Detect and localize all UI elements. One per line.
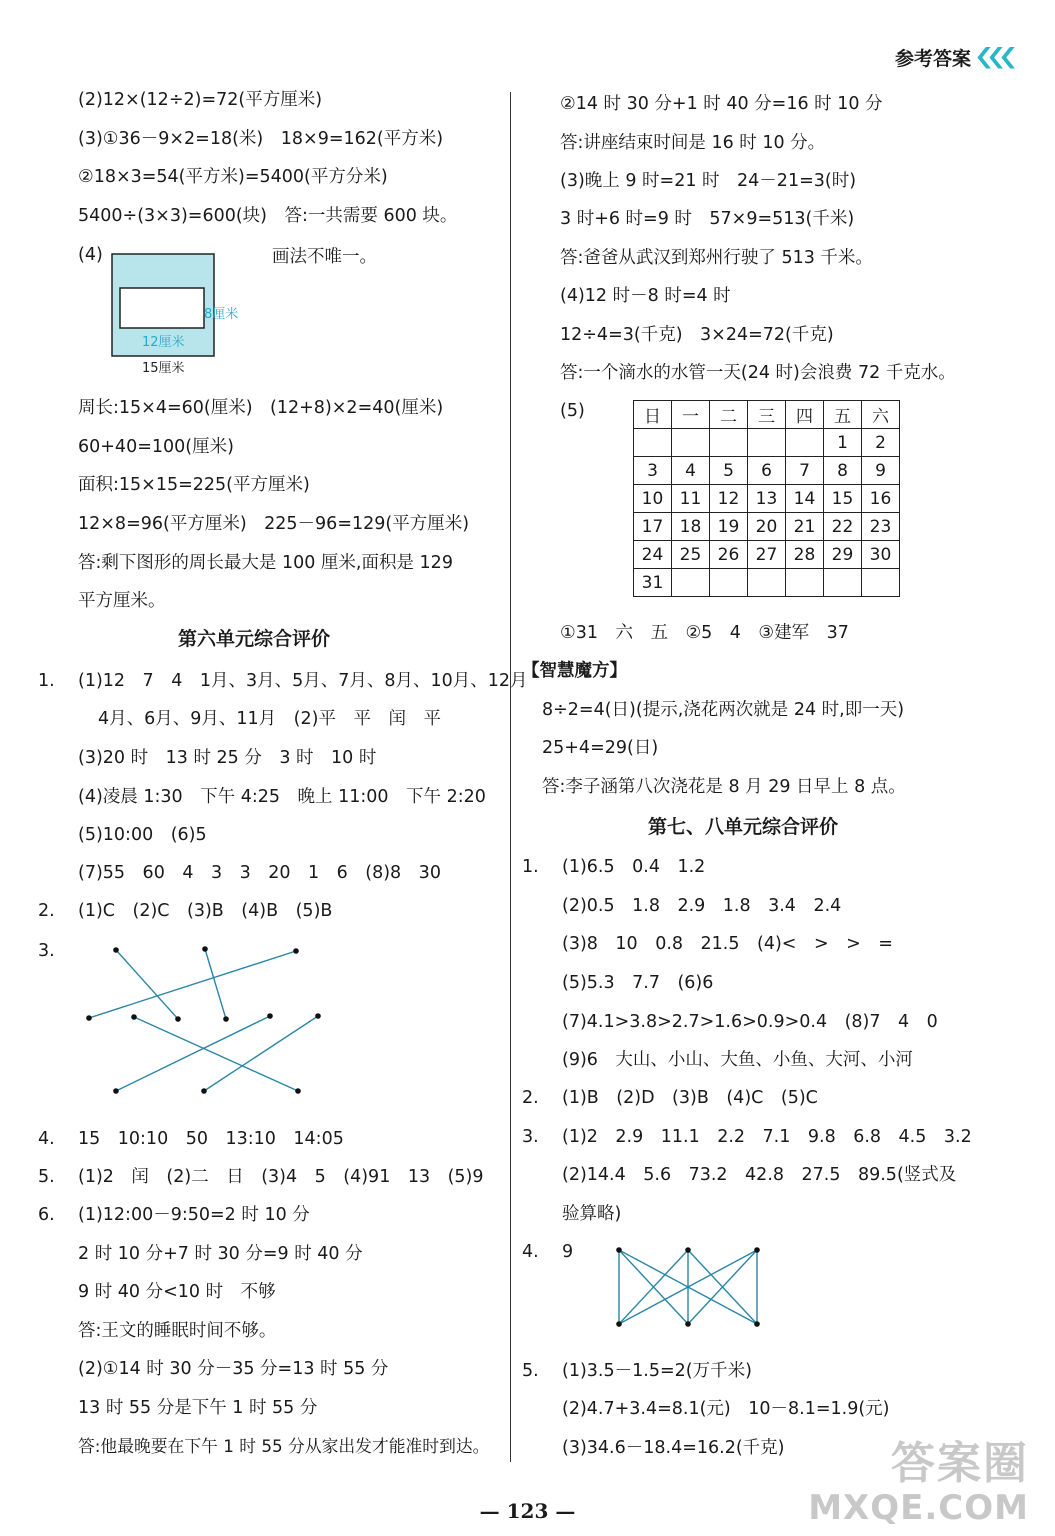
- text-line: (4): [78, 245, 103, 265]
- calendar-cell: [862, 569, 900, 597]
- section-subtitle: 【智慧魔方】: [522, 661, 627, 681]
- text-line: (2)14.4 5.6 73.2 42.8 27.5 89.5(竖式及: [562, 1165, 957, 1185]
- text-line: (9)6 大山、小山、大鱼、小鱼、大河、小河: [562, 1050, 913, 1070]
- dot: [754, 1247, 760, 1253]
- dot: [223, 1016, 229, 1022]
- dot: [754, 1321, 760, 1327]
- text-line: 9: [562, 1242, 574, 1262]
- question-number: 1.: [522, 857, 539, 877]
- calendar-row: [634, 569, 900, 597]
- text-line: 答:王文的睡眠时间不够。: [78, 1321, 277, 1341]
- text-line: 13 时 55 分是下午 1 时 55 分: [78, 1398, 318, 1418]
- text-line: 答:爸爸从武汉到郑州行驶了 513 千米。: [560, 248, 873, 268]
- text-line: (5)5.3 7.7 (6)6: [562, 973, 714, 993]
- question-number: 5.: [38, 1167, 55, 1187]
- chevron-left-icon: [979, 47, 1015, 69]
- connecting-lines-diagram: [612, 1244, 764, 1330]
- text-line: (2)①14 时 30 分－35 分=13 时 55 分: [78, 1359, 389, 1379]
- calendar-cell: 13: [748, 485, 786, 513]
- text-line: (1)B (2)D (3)B (4)C (5)C: [562, 1088, 818, 1108]
- text-line: 25+4=29(日): [542, 738, 659, 758]
- header-title: 参考答案: [894, 48, 971, 70]
- text-line: ②14 时 30 分+1 时 40 分=16 时 10 分: [560, 94, 883, 114]
- calendar-cell: 18: [672, 513, 710, 541]
- question-number: 3.: [38, 941, 55, 961]
- calendar-cell: 11: [672, 485, 710, 513]
- calendar-cell: 7: [786, 457, 824, 485]
- question-number: 2.: [38, 901, 55, 921]
- text-line: (3)20 时 13 时 25 分 3 时 10 时: [78, 748, 377, 768]
- text-line: 3 时+6 时=9 时 57×9=513(千米): [560, 209, 855, 229]
- text-line: 5400÷(3×3)=600(块) 答:一共需要 600 块。: [78, 206, 458, 226]
- text-line: (7)55 60 4 3 3 20 1 6 (8)8 30: [78, 863, 441, 883]
- square-figure: [108, 250, 258, 378]
- calendar-row: [634, 541, 900, 569]
- dot: [685, 1247, 691, 1253]
- calendar-cell: 6: [748, 457, 786, 485]
- calendar-row: [634, 513, 900, 541]
- text-line: 15 10:10 50 13:10 14:05: [78, 1129, 344, 1149]
- text-line: 答:一个滴水的水管一天(24 时)会浪费 72 千克水。: [560, 363, 956, 383]
- inner-label: 12厘米: [142, 335, 185, 350]
- calendar-cell: 19: [710, 513, 748, 541]
- matching-lines-diagram: [80, 940, 330, 1100]
- calendar-cell: 8: [824, 457, 862, 485]
- calendar-header-cell: 三: [748, 401, 786, 429]
- text-line: 答:讲座结束时间是 16 时 10 分。: [560, 133, 826, 153]
- calendar-cell: 9: [862, 457, 900, 485]
- calendar-table: [633, 400, 900, 597]
- text-line: (1)2 闰 (2)二 日 (3)4 5 (4)91 13 (5)9: [78, 1167, 484, 1187]
- text-line: 12÷4=3(千克) 3×24=72(千克): [560, 325, 834, 345]
- calendar-header-cell: 六: [862, 401, 900, 429]
- dot: [202, 946, 208, 952]
- text-line: (5)10:00 (6)5: [78, 825, 207, 845]
- text-line: (5): [560, 401, 585, 421]
- page-header: [895, 44, 1015, 71]
- text-line: (1)6.5 0.4 1.2: [562, 857, 706, 877]
- watermark-line2: MXQE.COM: [808, 1488, 1029, 1528]
- question-number: 4.: [522, 1242, 539, 1262]
- calendar-header-row: [634, 401, 900, 429]
- calendar-cell: [672, 429, 710, 457]
- calendar-cell: 30: [862, 541, 900, 569]
- text-line: 2 时 10 分+7 时 30 分=9 时 40 分: [78, 1244, 363, 1264]
- question-number: 4.: [38, 1129, 55, 1149]
- calendar-row: [634, 429, 900, 457]
- text-line: (2)4.7+3.4=8.1(元) 10－8.1=1.9(元): [562, 1399, 890, 1419]
- calendar-cell: 25: [672, 541, 710, 569]
- text-line: 12×8=96(平方厘米) 225－96=129(平方厘米): [78, 514, 470, 534]
- calendar-cell: [824, 569, 862, 597]
- text-line: ①31 六 五 ②5 4 ③建军 37: [560, 623, 849, 643]
- dot: [86, 1015, 92, 1021]
- text-line: (3)①36－9×2=18(米) 18×9=162(平方米): [78, 129, 444, 149]
- dot: [113, 1088, 119, 1094]
- calendar-header-cell: 二: [710, 401, 748, 429]
- calendar-cell: 10: [634, 485, 672, 513]
- watermark-line1: 答案圈: [891, 1438, 1029, 1489]
- text-line: (1)12 7 4 1月、3月、5月、7月、8月、10月、12月: [78, 671, 528, 691]
- question-number: 5.: [522, 1361, 539, 1381]
- text-line: (4)12 时－8 时=4 时: [560, 286, 731, 306]
- text-line: 8÷2=4(日)(提示,浇花两次就是 24 时,即一天): [542, 700, 905, 720]
- calendar-header-cell: 五: [824, 401, 862, 429]
- text-line: 60+40=100(厘米): [78, 437, 234, 457]
- calendar-cell: 28: [786, 541, 824, 569]
- dot: [131, 1014, 137, 1020]
- dot: [616, 1247, 622, 1253]
- dot: [685, 1321, 691, 1327]
- text-line: 周长:15×4=60(厘米) (12+8)×2=40(厘米): [78, 398, 444, 418]
- text-line: (3)34.6－18.4=16.2(千克): [562, 1438, 785, 1458]
- text-line: (2)0.5 1.8 2.9 1.8 3.4 2.4: [562, 896, 842, 916]
- text-line: 答:剩下图形的周长最大是 100 厘米,面积是 129: [78, 553, 453, 573]
- text-line: (2)12×(12÷2)=72(平方厘米): [78, 90, 323, 110]
- calendar-cell: 16: [862, 485, 900, 513]
- text-line: (1)12:00－9:50=2 时 10 分: [78, 1205, 310, 1225]
- calendar-cell: 4: [672, 457, 710, 485]
- calendar-row: [634, 485, 900, 513]
- calendar-cell: 23: [862, 513, 900, 541]
- calendar-cell: 31: [634, 569, 672, 597]
- dot: [175, 1016, 181, 1022]
- calendar-header-cell: 四: [786, 401, 824, 429]
- text-line: 平方厘米。: [78, 591, 166, 611]
- outer-label: 15厘米: [142, 361, 185, 376]
- calendar-cell: [748, 569, 786, 597]
- page-number: — 123 —: [479, 1499, 576, 1523]
- text-line: (1)C (2)C (3)B (4)B (5)B: [78, 901, 333, 921]
- watermark: [808, 1438, 1029, 1530]
- calendar-cell: 15: [824, 485, 862, 513]
- calendar-cell: 24: [634, 541, 672, 569]
- section-title: 第六单元综合评价: [178, 628, 331, 650]
- calendar-cell: [672, 569, 710, 597]
- text-line: (1)3.5－1.5=2(万千米): [562, 1361, 752, 1381]
- inner-rectangle: [120, 288, 204, 328]
- dot: [616, 1321, 622, 1327]
- dot: [293, 948, 299, 954]
- dot: [295, 1088, 301, 1094]
- section-title: 第七、八单元综合评价: [648, 816, 839, 838]
- calendar-cell: 27: [748, 541, 786, 569]
- text-line: ②18×3=54(平方米)=5400(平方分米): [78, 167, 388, 187]
- calendar-cell: 20: [748, 513, 786, 541]
- calendar-cell: [786, 569, 824, 597]
- calendar-cell: 21: [786, 513, 824, 541]
- calendar-cell: 5: [710, 457, 748, 485]
- text-line: (3)晚上 9 时=21 时 24－21=3(时): [560, 171, 857, 191]
- text-line: 验算略): [562, 1204, 622, 1224]
- calendar-cell: [710, 569, 748, 597]
- calendar-cell: [748, 429, 786, 457]
- column-divider: [510, 92, 511, 1462]
- text-line: (7)4.1>3.8>2.7>1.6>0.9>0.4 (8)7 4 0: [562, 1012, 938, 1032]
- calendar-cell: 26: [710, 541, 748, 569]
- question-number: 6.: [38, 1205, 55, 1225]
- side-label: 8厘米: [204, 307, 239, 322]
- calendar-cell: 22: [824, 513, 862, 541]
- calendar-header-cell: 一: [672, 401, 710, 429]
- calendar-row: [634, 457, 900, 485]
- dot: [201, 1088, 207, 1094]
- calendar-cell: 29: [824, 541, 862, 569]
- calendar-cell: 12: [710, 485, 748, 513]
- text-line: 9 时 40 分<10 时 不够: [78, 1282, 276, 1302]
- dot: [267, 1013, 273, 1019]
- text-line: 答:李子涵第八次浇花是 8 月 29 日早上 8 点。: [542, 777, 906, 797]
- text-line: (3)8 10 0.8 21.5 (4)< > > =: [562, 934, 893, 954]
- text-line: (1)2 2.9 11.1 2.2 7.1 9.8 6.8 4.5 3.2: [562, 1127, 972, 1147]
- calendar-cell: [710, 429, 748, 457]
- question-number: 2.: [522, 1088, 539, 1108]
- calendar-cell: 3: [634, 457, 672, 485]
- calendar-cell: 17: [634, 513, 672, 541]
- text-line: 画法不唯一。: [272, 247, 377, 267]
- question-number: 1.: [38, 671, 55, 691]
- calendar-cell: [786, 429, 824, 457]
- text-line: 答:他最晚要在下午 1 时 55 分从家出发才能准时到达。: [78, 1436, 490, 1456]
- calendar-cell: 1: [824, 429, 862, 457]
- calendar-cell: 14: [786, 485, 824, 513]
- calendar-cell: [634, 429, 672, 457]
- dot: [113, 947, 119, 953]
- calendar-cell: 2: [862, 429, 900, 457]
- text-line: 面积:15×15=225(平方厘米): [78, 475, 310, 495]
- calendar-header-cell: 日: [634, 401, 672, 429]
- text-line: 4月、6月、9月、11月 (2)平 平 闰 平: [98, 709, 441, 729]
- question-number: 3.: [522, 1127, 539, 1147]
- text-line: (4)凌晨 1:30 下午 4:25 晚上 11:00 下午 2:20: [78, 787, 486, 807]
- dot: [315, 1013, 321, 1019]
